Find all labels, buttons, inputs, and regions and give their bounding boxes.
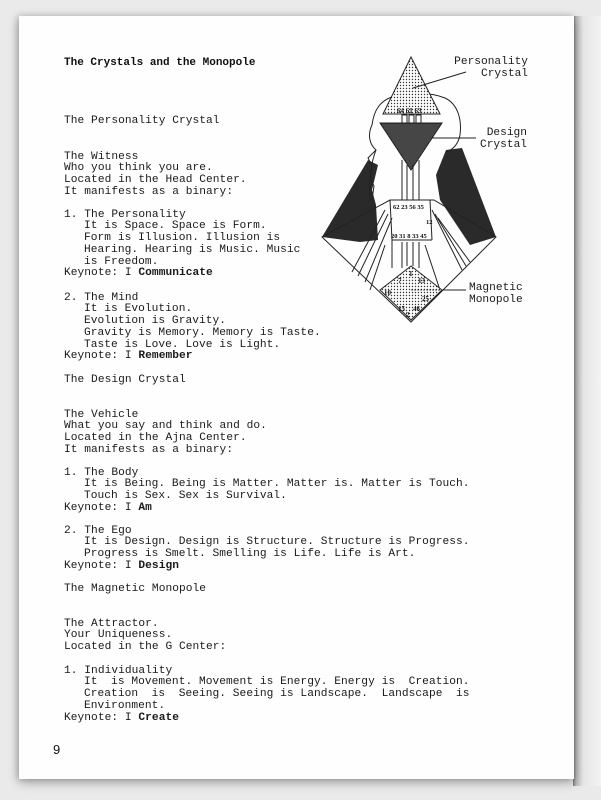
item-line: It is Evolution. [84,303,193,316]
intro-line: What you say and think and do. [64,420,267,433]
item-line: is Freedom. [84,255,159,268]
item-line: It is Design. Design is Structure. Structure is Progress. [84,536,470,549]
keynote-label: Keynote: I [64,559,139,572]
design-crystal-label: Design Crystal [480,127,527,151]
g-gate-7: 7 [398,277,402,285]
g-gate-15: 15 [398,305,405,313]
g-gate-1: 1 [409,270,413,278]
item-line: Environment. [84,699,166,712]
throat-gates-top: 62 23 56 35 [393,204,424,211]
throat-gates-bottom: 20 31 8 33 45 [391,233,427,240]
item-line: Creation is Seeing. Seeing is Landscape. Landscape is [84,688,470,701]
page-title: The Crystals and the Monopole [64,57,256,69]
item-line: Hearing. Hearing is Music. Music [84,243,301,256]
item-line: Touch is Sex. Sex is Survival. [84,490,287,503]
intro-line: Located in the Head Center. [64,174,247,187]
keynote-value: Create [138,711,179,724]
g-gate-46: 46 [413,305,420,313]
section-heading-personality-crystal: The Personality Crystal [64,115,220,127]
throat-gate-12: 12 [426,219,433,226]
magnetic-monopole-label: Magnetic Monopole [469,282,523,306]
section-heading-design-crystal: The Design Crystal [64,374,186,386]
g-gate-2: 2 [406,311,410,319]
item-line: It is Movement. Movement is Energy. Energy is Creation. [84,676,470,689]
left-shoulder-shape [322,160,378,242]
design-crystal-shape [380,123,442,170]
intro-line: Your Uniqueness. [64,629,173,642]
page-number: 9 [53,742,61,757]
intro-line: It manifests as a binary: [64,443,234,456]
head-gates-label: 64 61 63 [397,107,422,115]
item-title: 1. Individuality [64,664,173,677]
intro-line: The Attractor. [64,617,159,630]
item-title: 2. The Mind [64,291,139,304]
intro-line: Located in the G Center: [64,641,227,654]
item-title: 2. The Ego [64,524,132,537]
keynote-value: Communicate [138,267,213,280]
item-line: Gravity is Memory. Memory is Taste. [84,326,321,339]
section-heading-magnetic-monopole: The Magnetic Monopole [64,583,207,595]
g-gate-13: 13 [418,277,425,285]
item-line: Taste is Love. Love is Light. [84,338,281,351]
intro-line: Located in the Ajna Center. [64,432,247,445]
keynote-value: Am [138,501,152,514]
keynote-value: Design [138,559,179,572]
personality-crystal-shape [383,57,440,114]
item-line: Evolution is Gravity. [84,315,227,328]
item-title: 1. The Body [64,466,139,479]
g-gate-25: 25 [422,295,429,303]
keynote-label: Keynote: I [64,350,139,363]
item-title: 1. The Personality [64,208,186,221]
head-ajna-channels [402,115,421,123]
item-line: Form is Illusion. Illusion is [84,232,281,245]
item-line: It is Space. Space is Form. [84,220,267,233]
intro-line: The Vehicle [64,408,139,421]
item-line: It is Being. Being is Matter. Matter is. Matter is Touch. [84,478,470,491]
item-line: Progress is Smelt. Smelling is Life. Life is Art. [84,548,416,561]
personality-crystal-label: Personality Crystal [454,56,528,80]
keynote-label: Keynote: I [64,711,139,724]
intro-line: It manifests as a binary: [64,185,234,198]
intro-line: The Witness [64,150,139,163]
keynote-label: Keynote: I [64,501,139,514]
keynote-value: Remember [138,350,193,363]
g-gate-10: 10 [384,289,391,297]
keynote-label: Keynote: I [64,267,139,280]
intro-line: Who you think you are. [64,162,213,175]
